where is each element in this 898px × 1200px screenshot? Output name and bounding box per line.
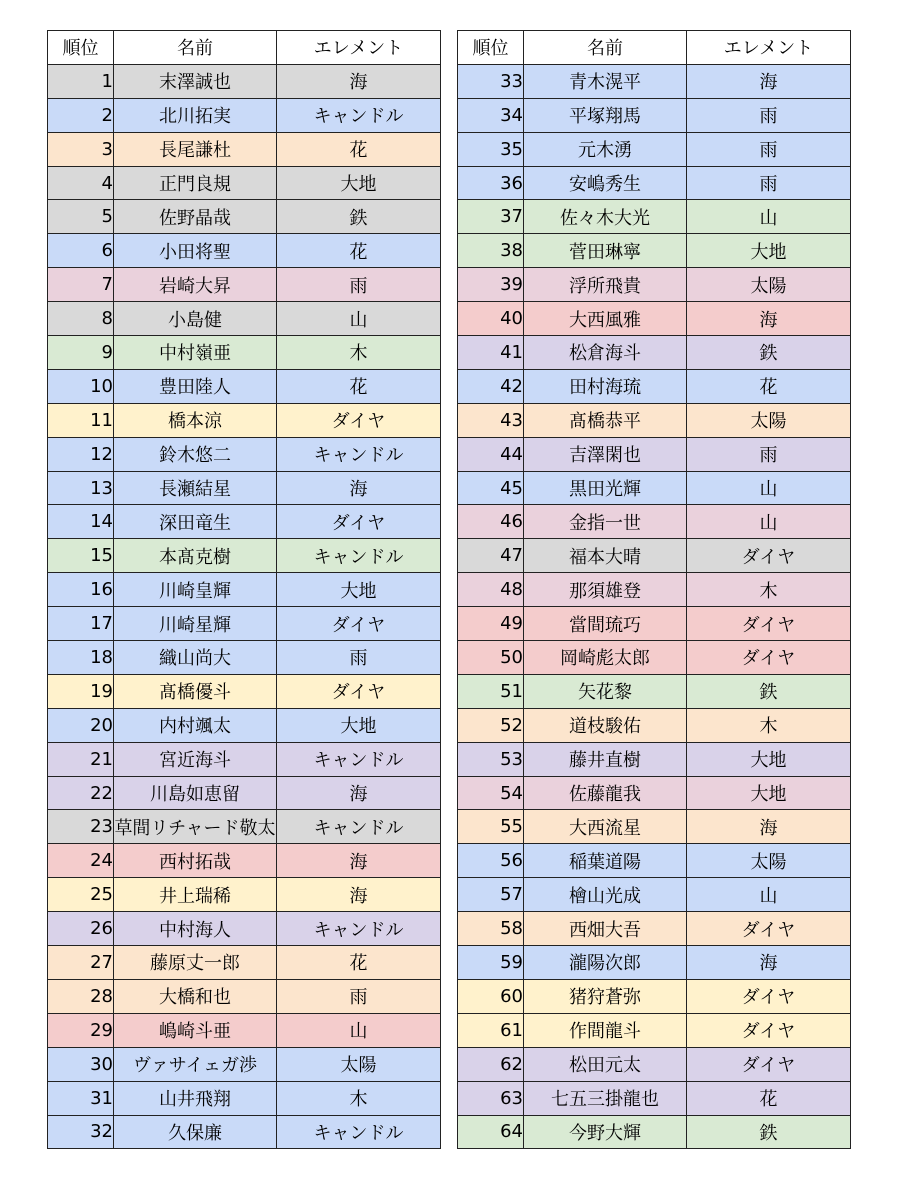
name-cell: 田村海琉 xyxy=(524,369,687,403)
elem-cell: 木 xyxy=(277,1081,441,1115)
name-cell: 小島健 xyxy=(114,302,277,336)
table-row xyxy=(458,302,851,336)
name-cell: 西畑大吾 xyxy=(524,912,687,946)
table-row xyxy=(458,674,851,708)
rank-cell: 57 xyxy=(458,878,524,912)
rank-cell: 18 xyxy=(48,641,114,675)
elem-cell: ダイヤ xyxy=(687,979,851,1013)
table-row xyxy=(458,607,851,641)
rank-cell: 55 xyxy=(458,810,524,844)
header-row xyxy=(458,31,851,65)
table-row xyxy=(458,708,851,742)
elem-cell: ダイヤ xyxy=(277,674,441,708)
name-cell: 西村拓哉 xyxy=(114,844,277,878)
table-row xyxy=(458,403,851,437)
elem-cell: 花 xyxy=(687,1081,851,1115)
name-cell: 末澤誠也 xyxy=(114,64,277,98)
name-cell: 中村嶺亜 xyxy=(114,336,277,370)
rank-cell: 29 xyxy=(48,1013,114,1047)
rank-cell: 22 xyxy=(48,776,114,810)
name-cell: 菅田琳寧 xyxy=(524,234,687,268)
name-cell: 稲葉道陽 xyxy=(524,844,687,878)
ranking-rows-right xyxy=(458,64,851,1149)
name-cell: 長尾謙杜 xyxy=(114,132,277,166)
name-cell: 川崎皇輝 xyxy=(114,573,277,607)
table-row xyxy=(48,268,441,302)
rank-cell: 51 xyxy=(458,674,524,708)
name-cell: 本髙克樹 xyxy=(114,539,277,573)
rank-cell: 35 xyxy=(458,132,524,166)
name-cell: 佐々木大光 xyxy=(524,200,687,234)
name-cell: 金指一世 xyxy=(524,505,687,539)
table-row xyxy=(48,742,441,776)
rank-cell: 39 xyxy=(458,268,524,302)
elem-cell: 鉄 xyxy=(687,1115,851,1149)
elem-cell: 山 xyxy=(687,471,851,505)
elem-cell: 雨 xyxy=(277,268,441,302)
elem-cell: キャンドル xyxy=(277,742,441,776)
rank-cell: 56 xyxy=(458,844,524,878)
rank-cell: 20 xyxy=(48,708,114,742)
table-row xyxy=(458,268,851,302)
name-cell: 佐藤龍我 xyxy=(524,776,687,810)
table-row xyxy=(458,200,851,234)
table-row xyxy=(458,98,851,132)
rank-cell: 26 xyxy=(48,912,114,946)
name-cell: 青木滉平 xyxy=(524,64,687,98)
elem-cell: 太陽 xyxy=(687,268,851,302)
table-row xyxy=(48,708,441,742)
elem-cell: キャンドル xyxy=(277,437,441,471)
rank-cell: 4 xyxy=(48,166,114,200)
rank-cell: 58 xyxy=(458,912,524,946)
elem-cell: 太陽 xyxy=(687,403,851,437)
table-row xyxy=(458,1081,851,1115)
table-row xyxy=(48,810,441,844)
name-cell: 大橋和也 xyxy=(114,979,277,1013)
rank-cell: 60 xyxy=(458,979,524,1013)
name-cell: ヴァサイェガ渉 xyxy=(114,1047,277,1081)
table-row xyxy=(458,539,851,573)
rank-cell: 36 xyxy=(458,166,524,200)
table-row xyxy=(48,573,441,607)
name-cell: 深田竜生 xyxy=(114,505,277,539)
elem-cell: ダイヤ xyxy=(277,607,441,641)
rank-cell: 25 xyxy=(48,878,114,912)
elem-cell: 大地 xyxy=(687,742,851,776)
rank-cell: 45 xyxy=(458,471,524,505)
rank-cell: 2 xyxy=(48,98,114,132)
elem-cell: 大地 xyxy=(687,234,851,268)
elem-cell: 大地 xyxy=(277,573,441,607)
table-row xyxy=(48,98,441,132)
name-cell: 橋本涼 xyxy=(114,403,277,437)
elem-cell: 鉄 xyxy=(687,674,851,708)
name-cell: 瀧陽次郎 xyxy=(524,946,687,980)
table-row xyxy=(48,607,441,641)
table-row xyxy=(458,810,851,844)
table-row xyxy=(48,64,441,98)
table-row xyxy=(48,166,441,200)
rank-cell: 12 xyxy=(48,437,114,471)
name-cell: 松倉海斗 xyxy=(524,336,687,370)
elem-cell: 花 xyxy=(277,234,441,268)
rank-cell: 62 xyxy=(458,1047,524,1081)
table-row xyxy=(48,302,441,336)
name-cell: 長瀬結星 xyxy=(114,471,277,505)
rank-cell: 61 xyxy=(458,1013,524,1047)
elem-cell: 大地 xyxy=(687,776,851,810)
rank-cell: 47 xyxy=(458,539,524,573)
rank-header: 順位 xyxy=(458,31,524,65)
name-cell: 猪狩蒼弥 xyxy=(524,979,687,1013)
elem-cell: ダイヤ xyxy=(687,912,851,946)
rank-cell: 31 xyxy=(48,1081,114,1115)
table-row xyxy=(48,674,441,708)
table-row xyxy=(48,132,441,166)
elem-cell: 大地 xyxy=(277,708,441,742)
table-row xyxy=(48,336,441,370)
elem-cell: 木 xyxy=(687,708,851,742)
table-row xyxy=(48,234,441,268)
rank-cell: 19 xyxy=(48,674,114,708)
name-cell: 那須雄登 xyxy=(524,573,687,607)
rank-cell: 3 xyxy=(48,132,114,166)
table-row xyxy=(48,539,441,573)
rank-cell: 64 xyxy=(458,1115,524,1149)
rank-cell: 52 xyxy=(458,708,524,742)
elem-cell: 木 xyxy=(277,336,441,370)
elem-cell: 鉄 xyxy=(277,200,441,234)
table-row xyxy=(458,369,851,403)
element-header: エレメント xyxy=(687,31,851,65)
rank-cell: 50 xyxy=(458,641,524,675)
name-cell: 川島如恵留 xyxy=(114,776,277,810)
table-row xyxy=(48,979,441,1013)
rank-cell: 27 xyxy=(48,946,114,980)
table-row xyxy=(458,742,851,776)
elem-cell: 山 xyxy=(687,505,851,539)
name-cell: 檜山光成 xyxy=(524,878,687,912)
name-cell: 豊田陸人 xyxy=(114,369,277,403)
table-row xyxy=(48,641,441,675)
name-cell: 正門良規 xyxy=(114,166,277,200)
rank-cell: 46 xyxy=(458,505,524,539)
rank-cell: 41 xyxy=(458,336,524,370)
elem-cell: 海 xyxy=(687,64,851,98)
name-cell: 嶋崎斗亜 xyxy=(114,1013,277,1047)
elem-cell: 海 xyxy=(687,946,851,980)
name-cell: 小田将聖 xyxy=(114,234,277,268)
table-row xyxy=(458,573,851,607)
elem-cell: ダイヤ xyxy=(687,539,851,573)
elem-cell: 山 xyxy=(277,1013,441,1047)
name-cell: 岩崎大昇 xyxy=(114,268,277,302)
table-row xyxy=(48,471,441,505)
name-cell: 黒田光輝 xyxy=(524,471,687,505)
elem-cell: 太陽 xyxy=(687,844,851,878)
rank-cell: 48 xyxy=(458,573,524,607)
table-row xyxy=(48,369,441,403)
name-cell: 宮近海斗 xyxy=(114,742,277,776)
name-cell: 草間リチャード敬太 xyxy=(114,810,277,844)
rank-cell: 24 xyxy=(48,844,114,878)
name-cell: 大西流星 xyxy=(524,810,687,844)
rank-cell: 42 xyxy=(458,369,524,403)
table-row xyxy=(458,234,851,268)
elem-cell: 花 xyxy=(277,946,441,980)
table-row xyxy=(458,505,851,539)
name-cell: 元木湧 xyxy=(524,132,687,166)
name-cell: 鈴木悠二 xyxy=(114,437,277,471)
rank-cell: 1 xyxy=(48,64,114,98)
rank-cell: 43 xyxy=(458,403,524,437)
name-cell: 川崎星輝 xyxy=(114,607,277,641)
elem-cell: キャンドル xyxy=(277,810,441,844)
rank-cell: 8 xyxy=(48,302,114,336)
elem-cell: ダイヤ xyxy=(277,505,441,539)
name-cell: 藤原丈一郎 xyxy=(114,946,277,980)
name-cell: 安嶋秀生 xyxy=(524,166,687,200)
elem-cell: ダイヤ xyxy=(687,607,851,641)
table-row xyxy=(48,1115,441,1149)
elem-cell: 大地 xyxy=(277,166,441,200)
elem-cell: 海 xyxy=(277,776,441,810)
rank-cell: 21 xyxy=(48,742,114,776)
name-cell: 矢花黎 xyxy=(524,674,687,708)
elem-cell: 花 xyxy=(277,132,441,166)
name-cell: 織山尚大 xyxy=(114,641,277,675)
name-cell: 松田元太 xyxy=(524,1047,687,1081)
table-row xyxy=(48,505,441,539)
table-row xyxy=(458,912,851,946)
rank-cell: 28 xyxy=(48,979,114,1013)
rank-cell: 40 xyxy=(458,302,524,336)
table-row xyxy=(458,776,851,810)
table-row xyxy=(458,844,851,878)
rank-cell: 33 xyxy=(458,64,524,98)
rank-cell: 13 xyxy=(48,471,114,505)
name-cell: 北川拓実 xyxy=(114,98,277,132)
elem-cell: 雨 xyxy=(277,641,441,675)
table-row xyxy=(48,437,441,471)
elem-cell: 海 xyxy=(687,302,851,336)
table-row xyxy=(458,132,851,166)
rank-cell: 9 xyxy=(48,336,114,370)
elem-cell: 鉄 xyxy=(687,336,851,370)
table-row xyxy=(458,166,851,200)
name-cell: 今野大輝 xyxy=(524,1115,687,1149)
elem-cell: 太陽 xyxy=(277,1047,441,1081)
name-header: 名前 xyxy=(114,31,277,65)
rank-cell: 53 xyxy=(458,742,524,776)
name-header: 名前 xyxy=(524,31,687,65)
table-row xyxy=(458,1013,851,1047)
ranking-table-right xyxy=(457,30,851,1149)
elem-cell: 花 xyxy=(277,369,441,403)
rank-cell: 37 xyxy=(458,200,524,234)
rank-cell: 59 xyxy=(458,946,524,980)
name-cell: 福本大晴 xyxy=(524,539,687,573)
table-row xyxy=(458,641,851,675)
rank-cell: 63 xyxy=(458,1081,524,1115)
name-cell: 當間琉巧 xyxy=(524,607,687,641)
elem-cell: 雨 xyxy=(687,132,851,166)
table-row xyxy=(458,471,851,505)
elem-cell: 雨 xyxy=(687,437,851,471)
name-cell: 中村海人 xyxy=(114,912,277,946)
elem-cell: 海 xyxy=(277,64,441,98)
elem-cell: 海 xyxy=(277,471,441,505)
rank-header: 順位 xyxy=(48,31,114,65)
table-row xyxy=(458,1115,851,1149)
name-cell: 平塚翔馬 xyxy=(524,98,687,132)
table-row xyxy=(458,878,851,912)
rank-cell: 49 xyxy=(458,607,524,641)
table-row xyxy=(458,437,851,471)
name-cell: 髙橋優斗 xyxy=(114,674,277,708)
table-row xyxy=(458,946,851,980)
name-cell: 久保廉 xyxy=(114,1115,277,1149)
rank-cell: 6 xyxy=(48,234,114,268)
table-row xyxy=(48,1081,441,1115)
name-cell: 内村颯太 xyxy=(114,708,277,742)
table-row xyxy=(48,403,441,437)
table-row xyxy=(458,64,851,98)
table-row xyxy=(48,200,441,234)
elem-cell: 木 xyxy=(687,573,851,607)
elem-cell: 海 xyxy=(687,810,851,844)
name-cell: 山井飛翔 xyxy=(114,1081,277,1115)
elem-cell: 海 xyxy=(277,878,441,912)
elem-cell: 花 xyxy=(687,369,851,403)
table-row xyxy=(48,946,441,980)
table-row xyxy=(48,912,441,946)
name-cell: 大西風雅 xyxy=(524,302,687,336)
elem-cell: 雨 xyxy=(687,166,851,200)
rank-cell: 17 xyxy=(48,607,114,641)
table-row xyxy=(48,878,441,912)
element-header: エレメント xyxy=(277,31,441,65)
table-row xyxy=(458,1047,851,1081)
rank-cell: 5 xyxy=(48,200,114,234)
name-cell: 作間龍斗 xyxy=(524,1013,687,1047)
rank-cell: 32 xyxy=(48,1115,114,1149)
name-cell: 髙橋恭平 xyxy=(524,403,687,437)
elem-cell: 山 xyxy=(687,878,851,912)
header-row xyxy=(48,31,441,65)
table-row xyxy=(48,1047,441,1081)
rank-cell: 44 xyxy=(458,437,524,471)
rank-cell: 38 xyxy=(458,234,524,268)
rank-cell: 11 xyxy=(48,403,114,437)
ranking-rows-left xyxy=(48,64,441,1149)
rank-cell: 34 xyxy=(458,98,524,132)
table-row xyxy=(458,979,851,1013)
name-cell: 井上瑞稀 xyxy=(114,878,277,912)
name-cell: 佐野晶哉 xyxy=(114,200,277,234)
elem-cell: キャンドル xyxy=(277,1115,441,1149)
elem-cell: ダイヤ xyxy=(687,1047,851,1081)
elem-cell: ダイヤ xyxy=(687,641,851,675)
table-row xyxy=(48,776,441,810)
rank-cell: 23 xyxy=(48,810,114,844)
elem-cell: キャンドル xyxy=(277,98,441,132)
name-cell: 吉澤閑也 xyxy=(524,437,687,471)
name-cell: 七五三掛龍也 xyxy=(524,1081,687,1115)
name-cell: 藤井直樹 xyxy=(524,742,687,776)
rank-cell: 10 xyxy=(48,369,114,403)
elem-cell: キャンドル xyxy=(277,539,441,573)
ranking-table-left xyxy=(47,30,441,1149)
name-cell: 岡崎彪太郎 xyxy=(524,641,687,675)
table-row xyxy=(48,844,441,878)
rank-cell: 15 xyxy=(48,539,114,573)
elem-cell: ダイヤ xyxy=(277,403,441,437)
elem-cell: ダイヤ xyxy=(687,1013,851,1047)
rank-cell: 54 xyxy=(458,776,524,810)
rank-cell: 14 xyxy=(48,505,114,539)
name-cell: 浮所飛貴 xyxy=(524,268,687,302)
elem-cell: 山 xyxy=(277,302,441,336)
elem-cell: 海 xyxy=(277,844,441,878)
elem-cell: キャンドル xyxy=(277,912,441,946)
elem-cell: 雨 xyxy=(277,979,441,1013)
table-row xyxy=(48,1013,441,1047)
name-cell: 道枝駿佑 xyxy=(524,708,687,742)
rank-cell: 16 xyxy=(48,573,114,607)
table-row xyxy=(458,336,851,370)
rank-cell: 30 xyxy=(48,1047,114,1081)
elem-cell: 山 xyxy=(687,200,851,234)
rank-cell: 7 xyxy=(48,268,114,302)
elem-cell: 雨 xyxy=(687,98,851,132)
